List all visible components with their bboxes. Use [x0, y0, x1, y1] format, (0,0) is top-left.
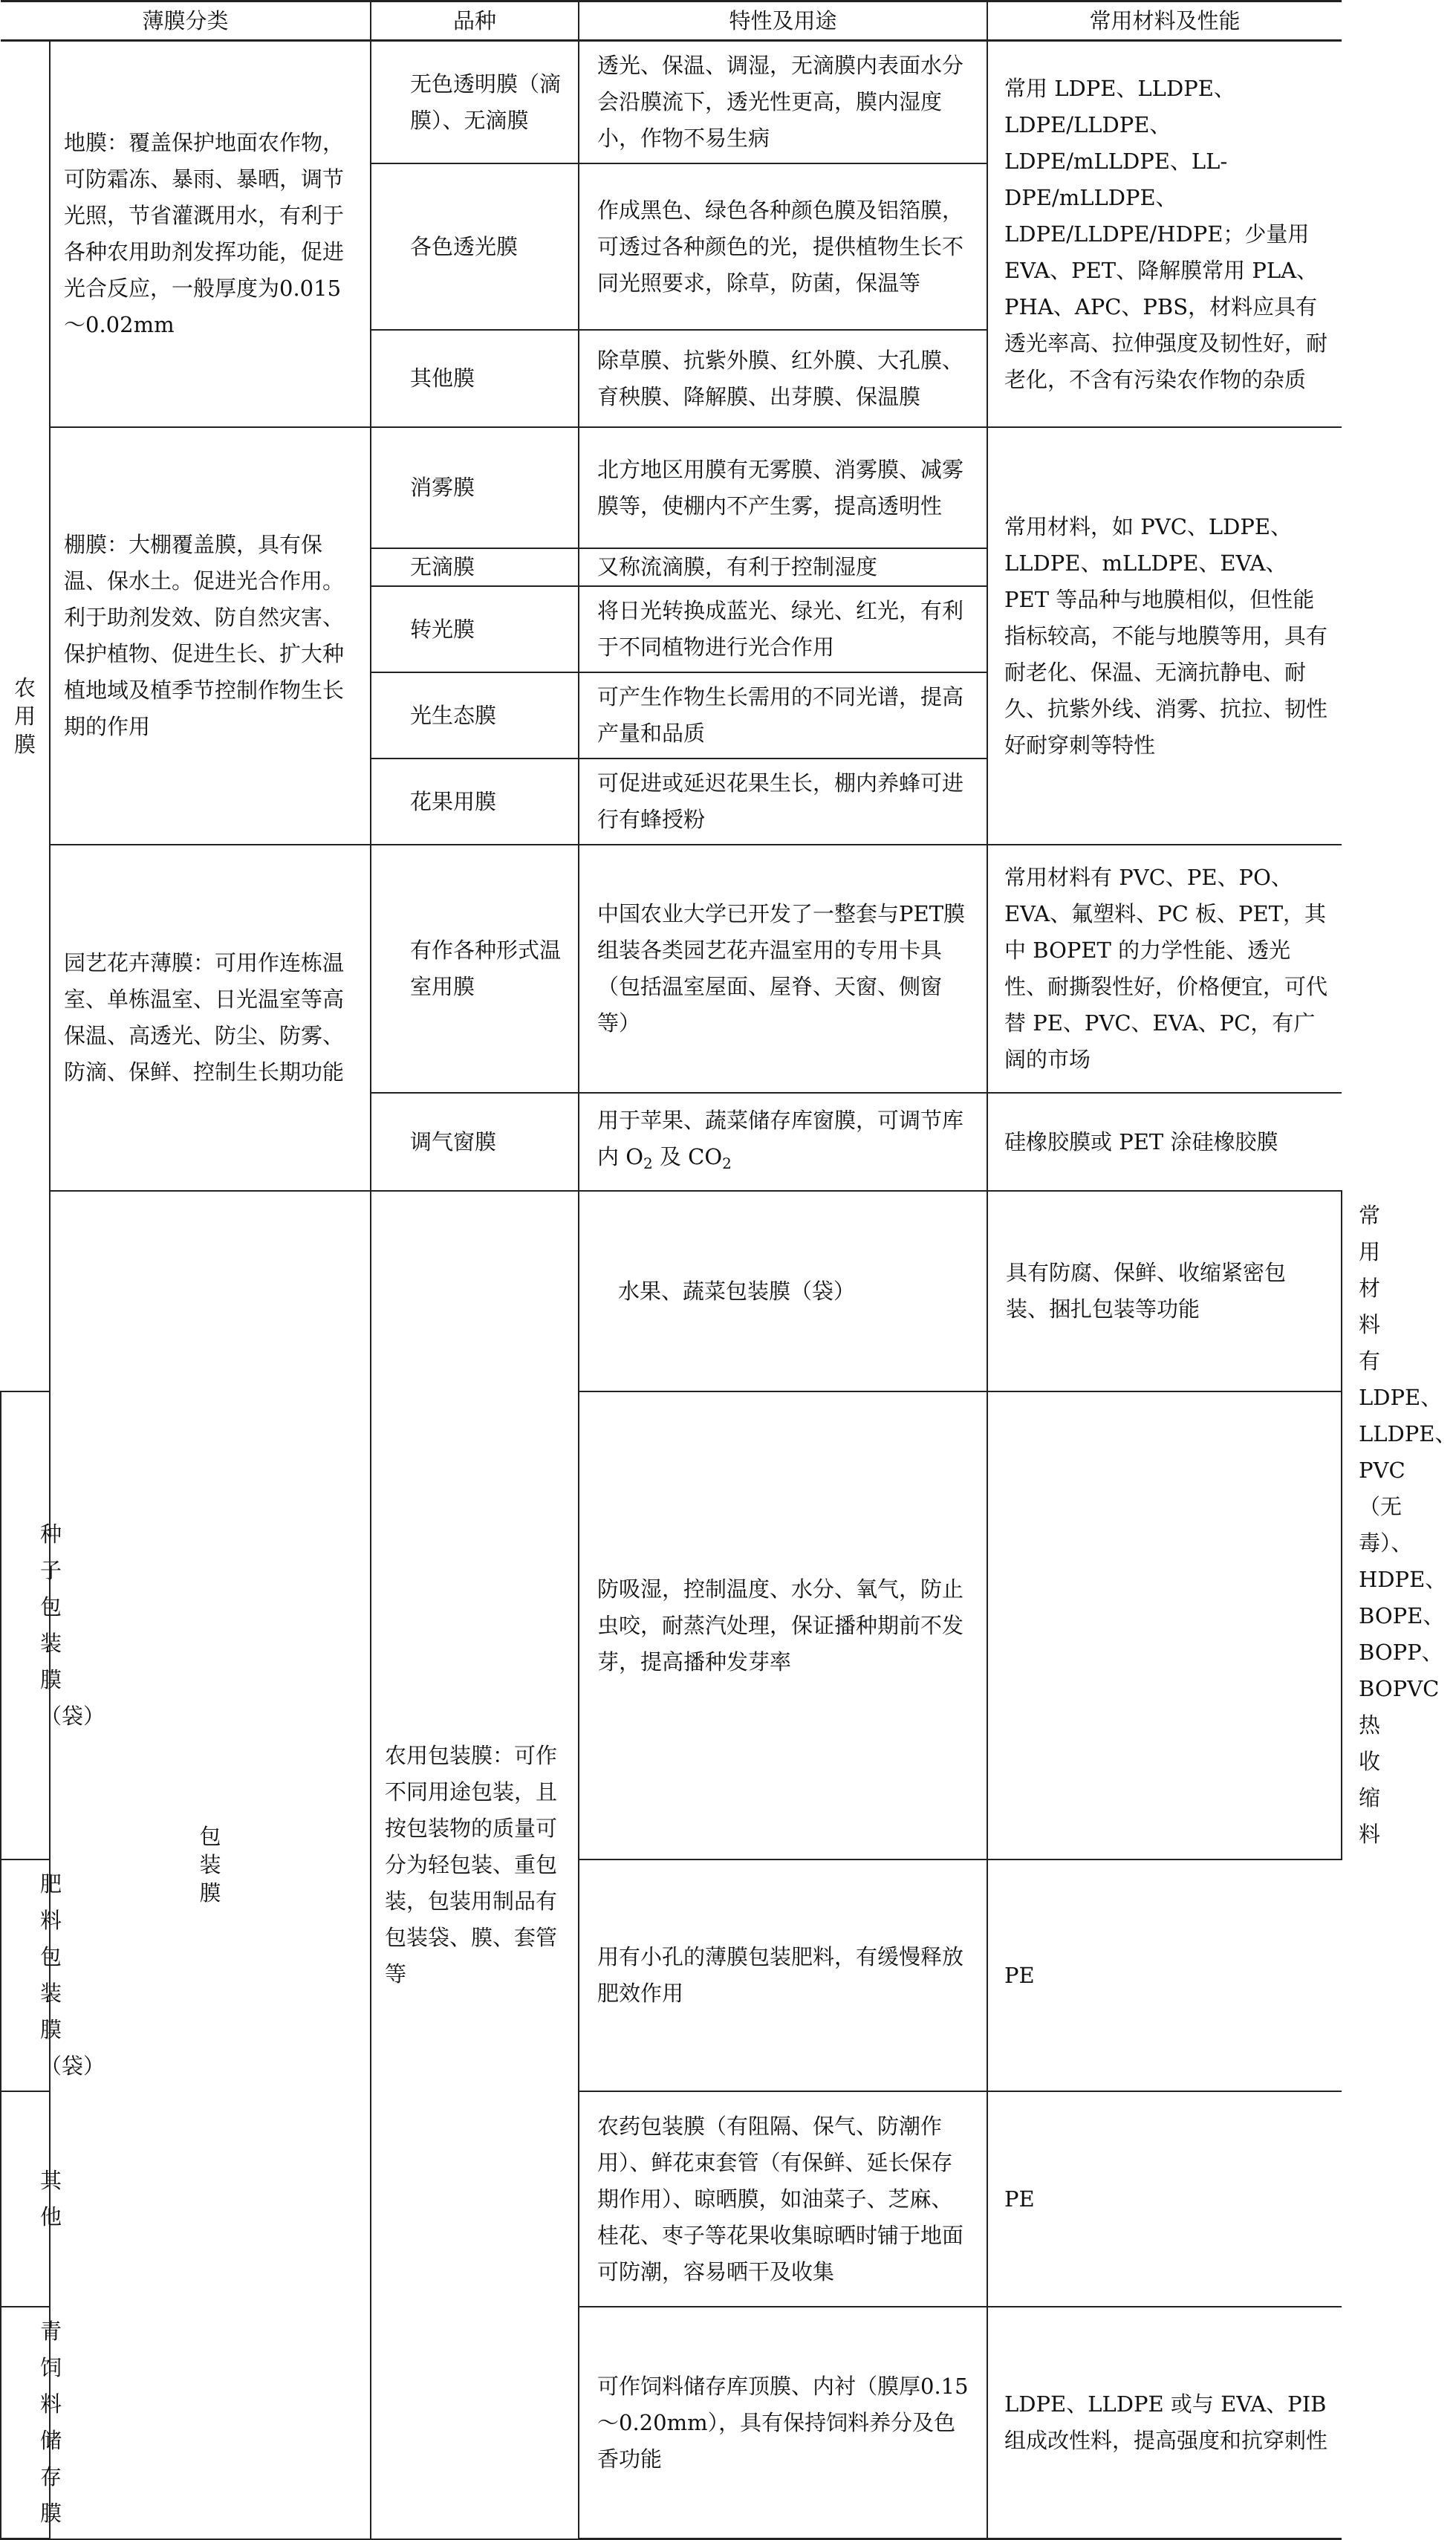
- feature-cell: 将日光转换成蓝光、绿光、红光，有利于不同植物进行光合作用: [579, 586, 987, 672]
- feature-text-mid: 及 CO: [652, 1143, 723, 1169]
- group-pack-label: [55, 1822, 365, 1907]
- materials-window-film: 硅橡胶膜或 PET 涂硅橡胶膜: [987, 1093, 1342, 1191]
- subcategory-greenhouse-film: 棚膜：大棚覆盖膜，具有保温、保水土。促进光合作用。利于助剂发效、防自然灾害、保护植物、促进生长、扩大种植地域及植季节控制作物生长期的作用: [50, 427, 371, 845]
- group-agri-label: [5, 674, 45, 759]
- materials-fertilizer-packaging: PE: [987, 1859, 1342, 2091]
- feature-cell: 用有小孔的薄膜包装肥料，有缓慢释放肥效作用: [579, 1859, 987, 2091]
- feature-cell: 除草膜、抗紫外膜、红外膜、大孔膜、育秧膜、降解膜、出芽膜、保温膜: [579, 330, 987, 427]
- group-agri-film: [1, 41, 50, 1392]
- variety-cell: 无滴膜: [371, 548, 579, 586]
- feature-cell: 北方地区用膜有无雾膜、消雾膜、减雾膜等，使棚内不产生雾，提高透明性: [579, 427, 987, 548]
- variety-cell: 各色透光膜: [371, 163, 579, 330]
- group-label-char: 包: [199, 1824, 221, 1850]
- table-row: [1, 845, 1342, 1093]
- table-row: [1, 41, 1342, 164]
- header-materials: 常用材料及性能: [987, 1, 1342, 41]
- subscript-2: 2: [722, 1154, 732, 1172]
- variety-cell: 花果用膜: [371, 759, 579, 845]
- materials-horticulture: 常用材料有 PVC、PE、PO、EVA、氟塑料、PC 板、PET，其中 BOPET 的力学性能、透光性、耐撕裂性好，价格便宜，可代替 PE、PVC、EVA、PC，有广阔的市场: [987, 845, 1342, 1093]
- header-film-category: 薄膜分类: [1, 1, 371, 41]
- variety-cell: 无色透明膜（滴膜）、无滴膜: [371, 41, 579, 164]
- materials-greenhouse: 常用材料，如 PVC、LDPE、LLDPE、mLLDPE、EVA、PET 等品种与地膜相似，但性能指标较高，不能与地膜等用，具有耐老化、保温、无滴抗静电、耐久、抗紫外线、消雾、抗拉、韧性好耐穿刺等特性: [987, 427, 1342, 845]
- materials-silage-film: LDPE、LLDPE 或与 EVA、PIB 组成改性料，提高强度和抗穿刺性: [987, 2307, 1342, 2539]
- variety-cell: 青饲料储存膜: [1, 2307, 50, 2539]
- variety-cell: 其他: [1, 2091, 50, 2307]
- group-label-char: 用: [13, 704, 36, 730]
- feature-cell: 农药包装膜（有阻隔、保气、防潮作用）、鲜花束套管（有保鲜、延长保存期作用）、晾晒膜，如油菜子、芝麻、桂花、枣子等花果收集晾晒时铺于地面可防潮，容易晒干及收集: [579, 2091, 987, 2307]
- variety-cell: 种子包装膜（袋）: [1, 1391, 50, 1859]
- group-label-char: 膜: [13, 732, 36, 758]
- subscript-2: 2: [643, 1154, 653, 1172]
- subcategory-horticulture-film: 园艺花卉薄膜：可用作连栋温室、单栋温室、日光温室等高保温、高透光、防尘、防雾、防滴、保鲜、控制生长期功能: [50, 845, 371, 1191]
- variety-cell: 光生态膜: [371, 672, 579, 759]
- table-row: 包 装 膜 农用包装膜：可作不同用途包装，且按包装物的质量可分为轻包装、重包装，包装用制品有包装袋、膜、套管等 水果、蔬菜包装膜（袋） 具有防腐、保鲜、收缩紧密包装、捆扎包装等功能 常用材料有 LDPE、LLDPE、PVC（无毒）、HDPE、BOPE、BOPP、BOPVC 热收缩料: [1, 1191, 1342, 1391]
- feature-cell: 可促进或延迟花果生长，棚内养蜂可进行有蜂授粉: [579, 759, 987, 845]
- feature-cell: 中国农业大学已开发了一整套与PET膜组装各类园艺花卉温室用的专用卡具（包括温室屋面、屋脊、天窗、侧窗等）: [579, 845, 987, 1093]
- group-label-char: 装: [199, 1852, 221, 1878]
- variety-cell: 调气窗膜: [371, 1093, 579, 1191]
- variety-cell: 肥料包装膜（袋）: [1, 1859, 50, 2091]
- feature-cell: 可作饲料储存库顶膜、内衬（膜厚0.15～0.20mm），具有保持饲料养分及色香功能: [579, 2307, 987, 2539]
- variety-cell: 转光膜: [371, 586, 579, 672]
- feature-cell: 可产生作物生长需用的不同光谱，提高产量和品质: [579, 672, 987, 759]
- table-header-row: [1, 1, 1342, 41]
- feature-cell: 透光、保温、调湿，无滴膜内表面水分会沿膜流下，透光性更高，膜内湿度小，作物不易生病: [579, 41, 987, 164]
- group-label-char: 膜: [199, 1880, 221, 1906]
- materials-ground: 常用 LDPE、LLDPE、LDPE/LLDPE、LDPE/mLLDPE、LL-DPE/mLLDPE、LDPE/LLDPE/HDPE；少量用 EVA、PET、降解膜常用 PLA、PHA、APC、PBS，材料应具有透光率高、拉伸强度及韧性好，耐老化，不含有污染农作物的杂质: [987, 41, 1342, 428]
- group-label-char: 农: [13, 675, 36, 701]
- variety-cell: 有作各种形式温室用膜: [371, 845, 579, 1093]
- feature-cell: 又称流滴膜，有利于控制湿度: [579, 548, 987, 586]
- feature-cell: 具有防腐、保鲜、收缩紧密包装、捆扎包装等功能: [987, 1191, 1342, 1391]
- header-variety: 品种: [371, 1, 579, 41]
- subcategory-agri-packaging: 农用包装膜：可作不同用途包装，且按包装物的质量可分为轻包装、重包装，包装用制品有包装袋、膜、套管等: [371, 1191, 579, 2539]
- feature-cell: 防吸湿，控制温度、水分、氧气，防止虫咬，耐蒸汽处理，保证播种期前不发芽，提高播种发芽率: [579, 1391, 987, 1859]
- variety-cell: 其他膜: [371, 330, 579, 427]
- feature-text-pre: 用于苹果、蔬菜储存库窗膜，可调节库内 O: [597, 1107, 964, 1169]
- header-features: 特性及用途: [579, 1, 987, 41]
- variety-cell: 消雾膜: [371, 427, 579, 548]
- group-packaging-film: [50, 1191, 371, 2539]
- feature-cell: [579, 1093, 987, 1191]
- variety-cell: 水果、蔬菜包装膜（袋）: [579, 1191, 987, 1391]
- subcategory-ground-film: 地膜：覆盖保护地面农作物，可防霜冻、暴雨、暴晒，调节光照，节省灌溉用水，有利于各种农用助剂发挥功能，促进光合反应，一般厚度为0.015～0.02mm: [50, 41, 371, 428]
- materials-other-packaging: PE: [987, 2091, 1342, 2307]
- feature-cell: 作成黑色、绿色各种颜色膜及铝箔膜，可透过各种颜色的光，提供植物生长不同光照要求，除草，防菌，保温等: [579, 163, 987, 330]
- table-row: [1, 427, 1342, 548]
